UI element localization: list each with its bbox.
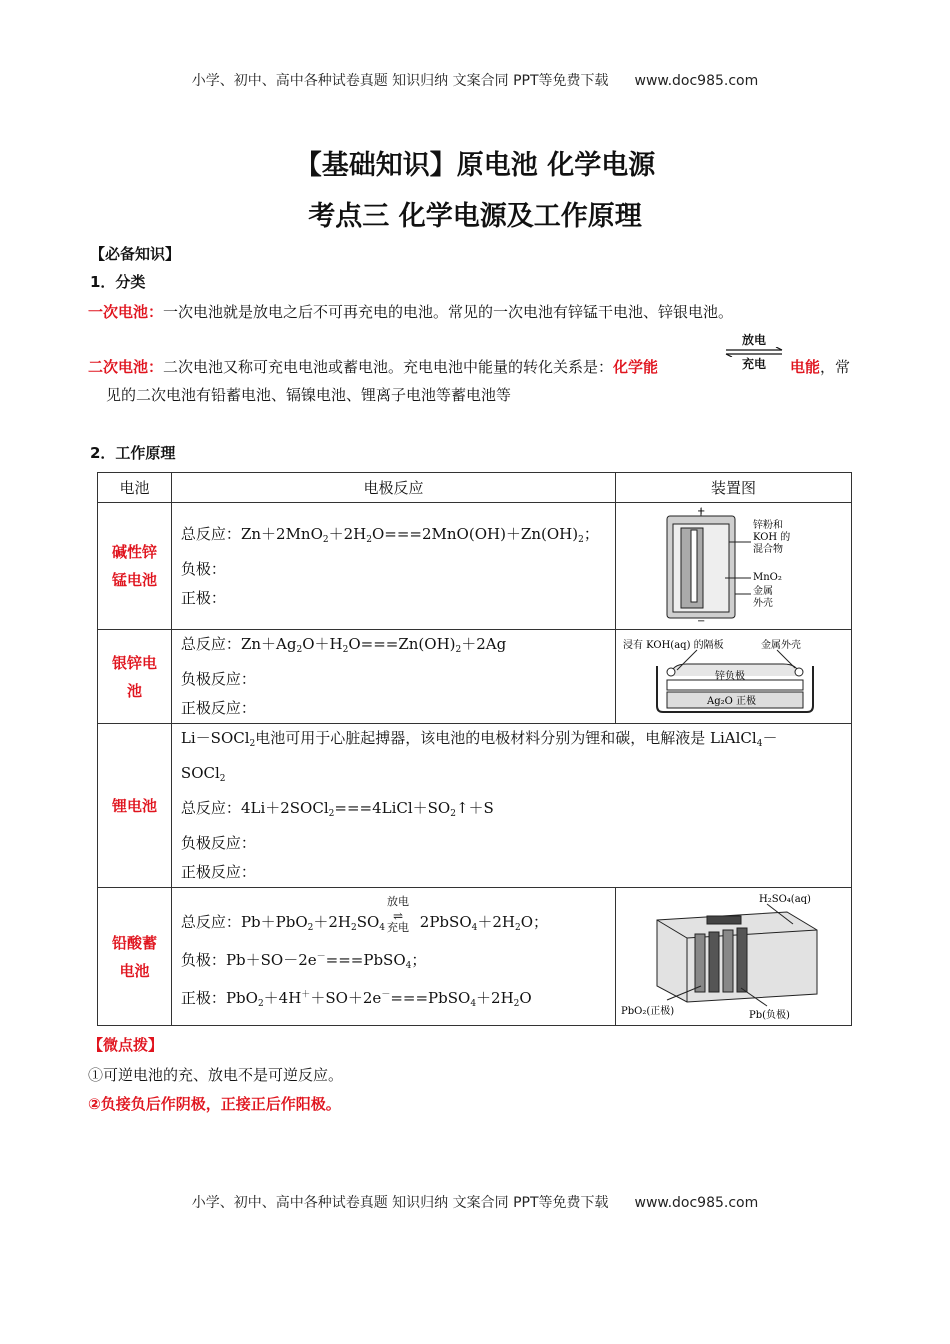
pos-prefix: 正极： xyxy=(180,989,226,1007)
negative-electrode-lead: 负极：Pb＋SO－2e－===PbSO$_4$； xyxy=(180,951,427,971)
table-header-row xyxy=(98,473,852,503)
reaction-cell-silver xyxy=(171,630,615,724)
tip-2: ②负接负后作阴极，正接正后作阳极。 xyxy=(88,1095,341,1113)
lead-label-2: Pb(负极) xyxy=(748,1009,790,1021)
lithium-intro-cont: SOCl$_2$ xyxy=(180,764,226,784)
negative-electrode-alkaline: 负极： xyxy=(180,559,226,578)
positive-electrode-silver: 正极反应： xyxy=(180,699,256,717)
secondary-battery-label: 二次电池： xyxy=(88,358,164,376)
silver-label-2: 锌负极 xyxy=(714,670,745,682)
total-prefix: 总反应： xyxy=(180,799,241,817)
lithium-intro-3: SOCl xyxy=(180,764,220,782)
negative-electrode-lithium: 负极反应： xyxy=(180,834,256,852)
battery-name-silver xyxy=(98,630,172,724)
neg-prefix: 负极： xyxy=(180,951,226,969)
col-header-battery: 电池 xyxy=(98,473,172,503)
primary-battery-text: 一次电池就是放电之后不可再充电的电池。常见的一次电池有锌锰干电池、锌银电池。 xyxy=(163,303,734,321)
table-row-alkaline xyxy=(98,503,852,630)
reaction-cell-lithium xyxy=(171,724,851,888)
total-reaction-lithium: 总反应：$4Li+2SOCl_2===4LiCl+SO_2↑+S$ xyxy=(180,799,494,819)
lithium-intro: Li－SOCl$_2$电池可用于心脏起搏器，该电池的电极材料分别为锂和碳，电解液是 LiAlCl$_4$－ xyxy=(180,729,778,749)
alk-label-3: MnO₂ xyxy=(752,572,782,583)
figure-cell-silver xyxy=(615,630,851,724)
section-required-knowledge: 【必备知识】 xyxy=(90,245,181,263)
figure-cell-lead xyxy=(615,888,851,1026)
double-arrow-icon xyxy=(724,347,784,357)
reaction-cell-lead xyxy=(171,888,615,1026)
battery-table xyxy=(97,472,852,1026)
footer-text: 小学、初中、高中各种试卷真题 知识归纳 文案合同 PPT等免费下载 xyxy=(191,1195,609,1211)
silver-label-0: 浸有 KOH(aq) 的隔板 xyxy=(622,639,724,651)
reaction-cell-alkaline xyxy=(171,503,615,630)
total-prefix: 总反应： xyxy=(180,913,241,931)
battery-name-alkaline xyxy=(98,503,172,630)
battery-name-lead-text: 铅酸蓄电池 xyxy=(111,933,157,980)
lead-arrow-charge: 充电 xyxy=(387,921,410,934)
arrow-discharge-label: 放电 xyxy=(741,333,766,347)
table-row-lead xyxy=(98,888,852,1026)
col-header-reaction: 电极反应 xyxy=(171,473,615,503)
alk-label-0: 锌粉和 xyxy=(752,520,783,531)
primary-battery-paragraph xyxy=(88,301,868,323)
elec-energy-label: 电能 xyxy=(790,358,821,376)
total-reaction-alkaline: 总反应：$Zn+2MnO_2+2H_2O===2MnO(OH)+Zn(OH)_2$； xyxy=(180,524,599,545)
classify-heading: 1．分类 xyxy=(90,273,146,291)
lead-reaction-arrow xyxy=(385,895,415,934)
tip-1: ①可逆电池的充、放电不是可逆反应。 xyxy=(88,1066,344,1084)
silver-label-3: Ag₂O 正极 xyxy=(706,695,756,707)
total-reaction-lead: 总反应：$Pb+PbO_2+2H_2SO_4$ 放电 ⇌ 充电 $2PbSO_4+2H_2O$； xyxy=(181,894,615,943)
tips-heading: 【微点拨】 xyxy=(88,1036,164,1054)
lead-acid-battery-diagram xyxy=(617,890,850,1024)
total-reaction-silver: 总反应：$Zn+Ag_2O+H_2O===Zn(OH)_2+2Ag$ xyxy=(180,635,507,655)
positive-electrode-lead: 正极：$PbO_2+4H^++SO+2e^-===PbSO_4+2H_2O$ xyxy=(180,989,532,1009)
secondary-battery-text3: 见的二次电池有铅蓄电池、镉镍电池、锂离子电池等蓄电池等 xyxy=(106,386,512,404)
alk-label-4: 金属 xyxy=(752,586,773,597)
negative-electrode-silver: 负极反应： xyxy=(180,670,256,688)
chem-energy-label: 化学能 xyxy=(613,358,659,376)
silver-label-1: 金属外壳 xyxy=(760,639,801,651)
alk-label-1: KOH 的 xyxy=(752,532,791,543)
table-row-silver xyxy=(98,630,852,724)
alk-plus: + xyxy=(696,506,706,517)
battery-name-lithium: 锂电池 xyxy=(98,724,172,888)
lithium-intro-2: 电池可用于心脏起搏器，该电池的电极材料分别为锂和碳，电解液是 LiAlCl xyxy=(255,729,757,747)
silver-zinc-battery-diagram xyxy=(617,636,850,718)
battery-name-lead xyxy=(98,888,172,1026)
total-prefix: 总反应： xyxy=(180,524,241,543)
alk-label-2: 混合物 xyxy=(752,544,783,555)
lead-label-0: H₂SO₄(aq) xyxy=(758,893,811,905)
page-title: 【基础知识】原电池 化学电源 xyxy=(294,150,656,181)
alkaline-battery-diagram xyxy=(617,506,850,626)
lead-arrow-discharge: 放电 xyxy=(387,895,410,908)
alk-label-5: 外壳 xyxy=(752,598,773,609)
arrow-charge-label: 充电 xyxy=(741,357,766,371)
page-footer xyxy=(0,1192,950,1212)
footer-url[interactable]: www.doc985.com xyxy=(634,1195,759,1211)
header-url[interactable]: www.doc985.com xyxy=(634,73,759,89)
secondary-battery-text: 二次电池又称可充电电池或蓄电池。充电电池中能量的转化关系是： xyxy=(163,358,614,376)
positive-electrode-alkaline: 正极： xyxy=(180,588,226,607)
positive-electrode-lithium: 正极反应： xyxy=(180,863,256,881)
table-row-lithium xyxy=(98,724,852,888)
alk-minus: − xyxy=(696,616,706,626)
lead-label-1: PbO₂(正极) xyxy=(620,1005,675,1017)
page-subtitle: 考点三 化学电源及工作原理 xyxy=(308,201,642,232)
secondary-battery-tail xyxy=(790,356,850,378)
principle-heading: 2．工作原理 xyxy=(90,444,176,462)
total-prefix: 总反应： xyxy=(180,635,241,653)
secondary-battery-text2: ，常 xyxy=(820,358,851,376)
battery-name-alkaline-text: 碱性锌锰电池 xyxy=(111,543,157,589)
lead-equilibrium-icon: ⇌ xyxy=(393,909,404,923)
col-header-figure: 装置图 xyxy=(615,473,851,503)
primary-battery-label: 一次电池： xyxy=(88,303,164,321)
header-text: 小学、初中、高中各种试卷真题 知识归纳 文案合同 PPT等免费下载 xyxy=(191,73,609,89)
page-header xyxy=(0,70,950,90)
battery-name-silver-text: 银锌电池 xyxy=(111,653,157,700)
lithium-intro-1: Li－SOCl xyxy=(180,729,250,747)
figure-cell-alkaline xyxy=(615,503,851,630)
energy-conversion-arrow xyxy=(724,333,784,373)
